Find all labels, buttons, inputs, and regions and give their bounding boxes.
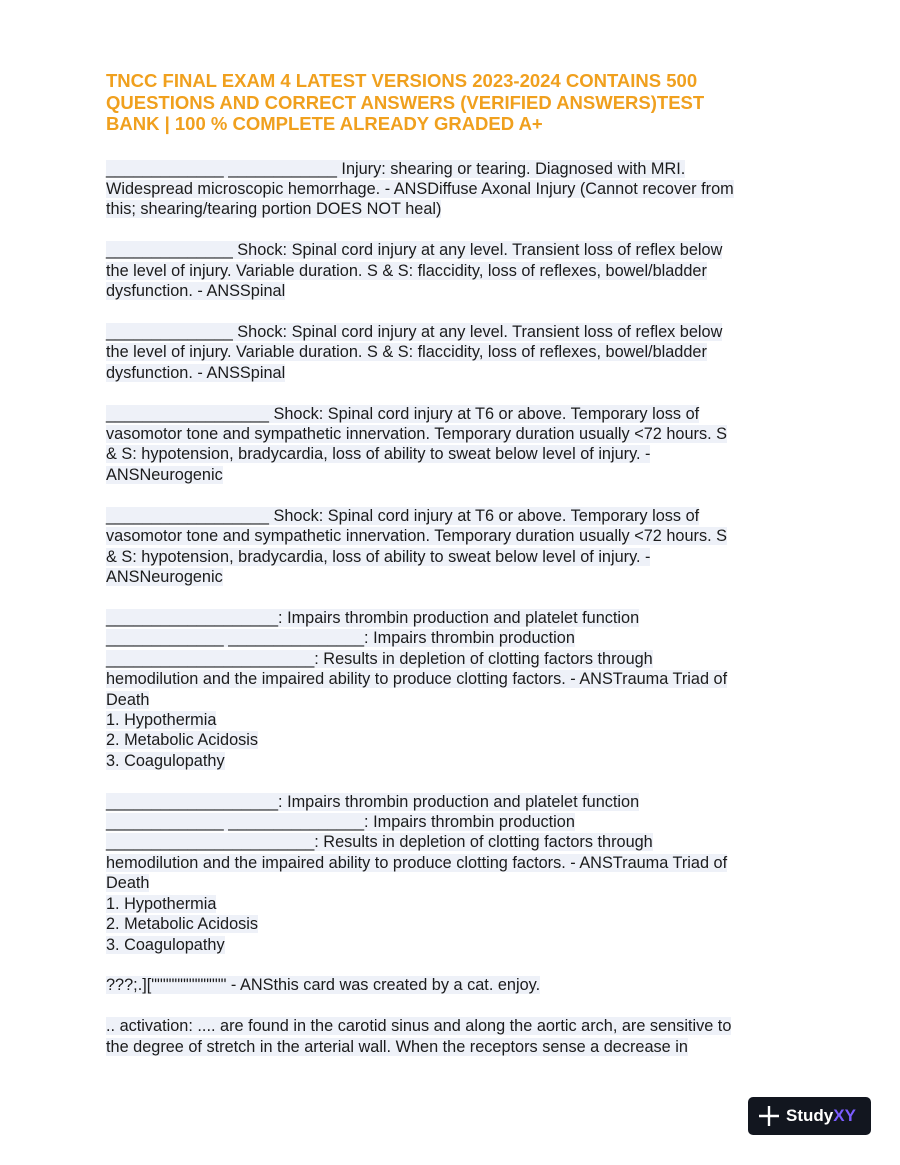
title-line: TNCC FINAL EXAM 4 LATEST VERSIONS 2023-2024 CONTAINS 500	[106, 70, 698, 91]
document-page	[106, 70, 796, 1078]
flashcard-line	[106, 465, 796, 485]
flashcard-line	[106, 547, 796, 567]
flashcard-line	[106, 567, 796, 587]
title-line: BANK | 100 % COMPLETE ALREADY GRADED A+	[106, 113, 543, 134]
flashcard-line	[106, 751, 796, 771]
flashcard-text: 3. Coagulopathy	[106, 935, 225, 954]
flashcard-line	[106, 628, 796, 648]
flashcard	[106, 404, 796, 486]
flashcard-line	[106, 608, 796, 628]
flashcard-text: hemodilution and the impaired ability to produce clotting factors. - ANSTrauma Triad of	[106, 670, 728, 689]
flashcard-line	[106, 261, 796, 281]
flashcard-line	[106, 281, 796, 301]
flashcard	[106, 792, 796, 955]
flashcard-line	[106, 730, 796, 750]
flashcard-line	[106, 342, 796, 362]
flashcard	[106, 322, 796, 383]
flashcard	[106, 159, 796, 220]
flashcard-text: __________________ Shock: Spinal cord injury at T6 or above. Temporary loss of	[106, 404, 700, 423]
title-line: QUESTIONS AND CORRECT ANSWERS (VERIFIED ANSWERS)TEST	[106, 91, 705, 113]
flashcard-text: vasomotor tone and sympathetic innervation. Temporary duration usually <72 hours. S	[106, 425, 727, 444]
flashcard-text: dysfunction. - ANSSpinal	[106, 363, 286, 382]
flashcard-text: the level of injury. Variable duration. S & S: flaccidity, loss of reflexes, bowel/bladder	[106, 261, 707, 280]
plus-icon	[758, 1105, 780, 1127]
flashcard-text: ANSNeurogenic	[106, 465, 223, 484]
flashcard-text: the level of injury. Variable duration. S & S: flaccidity, loss of reflexes, bowel/bladder	[106, 343, 707, 362]
flashcard	[106, 1016, 796, 1057]
flashcard-line	[106, 526, 796, 546]
flashcard-line	[106, 322, 796, 342]
flashcard-text: ???;.][""""""""""""" - ANSthis card was created by a cat. enjoy.	[106, 976, 541, 995]
flashcard-list	[106, 159, 796, 1058]
flashcard-line	[106, 424, 796, 444]
brand-name-part2: XY	[833, 1106, 856, 1125]
flashcard-text: Widespread microscopic hemorrhage. - ANSDiffuse Axonal Injury (Cannot recover from	[106, 179, 734, 198]
flashcard-text: ______________ Shock: Spinal cord injury at any level. Transient loss of reflex below	[106, 241, 723, 260]
flashcard-text: the degree of stretch in the arterial wall. When the receptors sense a decrease in	[106, 1037, 688, 1056]
flashcard-line	[106, 199, 796, 219]
flashcard-line	[106, 1016, 796, 1036]
flashcard-text: 2. Metabolic Acidosis	[106, 915, 259, 934]
flashcard-text: this; shearing/tearing portion DOES NOT heal)	[106, 200, 442, 219]
flashcard-text: _______________________: Results in depletion of clotting factors through	[106, 833, 653, 852]
flashcard	[106, 240, 796, 301]
flashcard-line	[106, 159, 796, 179]
flashcard-line	[106, 873, 796, 893]
flashcard-text: __________________ Shock: Spinal cord injury at T6 or above. Temporary loss of	[106, 506, 700, 525]
flashcard-line	[106, 853, 796, 873]
flashcard-line	[106, 179, 796, 199]
flashcard	[106, 608, 796, 771]
studyxy-logo[interactable]	[748, 1097, 871, 1135]
flashcard-line	[106, 444, 796, 464]
flashcard-text: & S: hypotension, bradycardia, loss of ability to sweat below level of injury. -	[106, 547, 651, 566]
flashcard	[106, 975, 796, 995]
flashcard-text: _____________ _______________: Impairs thrombin production	[106, 813, 575, 832]
document-title	[106, 70, 796, 135]
flashcard-text: vasomotor tone and sympathetic innervation. Temporary duration usually <72 hours. S	[106, 527, 727, 546]
flashcard-line	[106, 710, 796, 730]
flashcard-line	[106, 975, 796, 995]
flashcard-text: _______________________: Results in depletion of clotting factors through	[106, 649, 653, 668]
flashcard-text: ANSNeurogenic	[106, 568, 223, 586]
flashcard-text: 1. Hypothermia	[106, 894, 217, 913]
flashcard-text: _____________ _______________: Impairs thrombin production	[106, 629, 575, 648]
flashcard-line	[106, 690, 796, 710]
flashcard-text: 3. Coagulopathy	[106, 751, 225, 770]
flashcard-line	[106, 812, 796, 832]
flashcard-line	[106, 1037, 796, 1057]
flashcard-text: .. activation: .... are found in the carotid sinus and along the aortic arch, are sensitive to	[106, 1017, 732, 1036]
flashcard-text: ___________________: Impairs thrombin production and platelet function	[106, 792, 640, 811]
flashcard-line	[106, 935, 796, 955]
flashcard-line	[106, 363, 796, 383]
flashcard-text: _____________ ____________ Injury: shearing or tearing. Diagnosed with MRI.	[106, 159, 686, 178]
flashcard-line	[106, 792, 796, 812]
flashcard-line	[106, 832, 796, 852]
flashcard-line	[106, 649, 796, 669]
flashcard-text: Death	[106, 874, 150, 893]
flashcard-text: dysfunction. - ANSSpinal	[106, 282, 286, 301]
flashcard-line	[106, 894, 796, 914]
flashcard-text: hemodilution and the impaired ability to produce clotting factors. - ANSTrauma Triad of	[106, 853, 728, 872]
brand-name-part1: Study	[786, 1106, 834, 1125]
flashcard-text: ______________ Shock: Spinal cord injury at any level. Transient loss of reflex below	[106, 322, 723, 341]
flashcard-line	[106, 506, 796, 526]
flashcard-text: Death	[106, 690, 150, 709]
flashcard-line	[106, 669, 796, 689]
flashcard-line	[106, 404, 796, 424]
flashcard-text: ___________________: Impairs thrombin production and platelet function	[106, 608, 640, 627]
flashcard-line	[106, 914, 796, 934]
flashcard-text: 2. Metabolic Acidosis	[106, 731, 259, 750]
flashcard-text: 1. Hypothermia	[106, 710, 217, 729]
flashcard-line	[106, 240, 796, 260]
flashcard-text: & S: hypotension, bradycardia, loss of ability to sweat below level of injury. -	[106, 445, 651, 464]
flashcard	[106, 506, 796, 588]
